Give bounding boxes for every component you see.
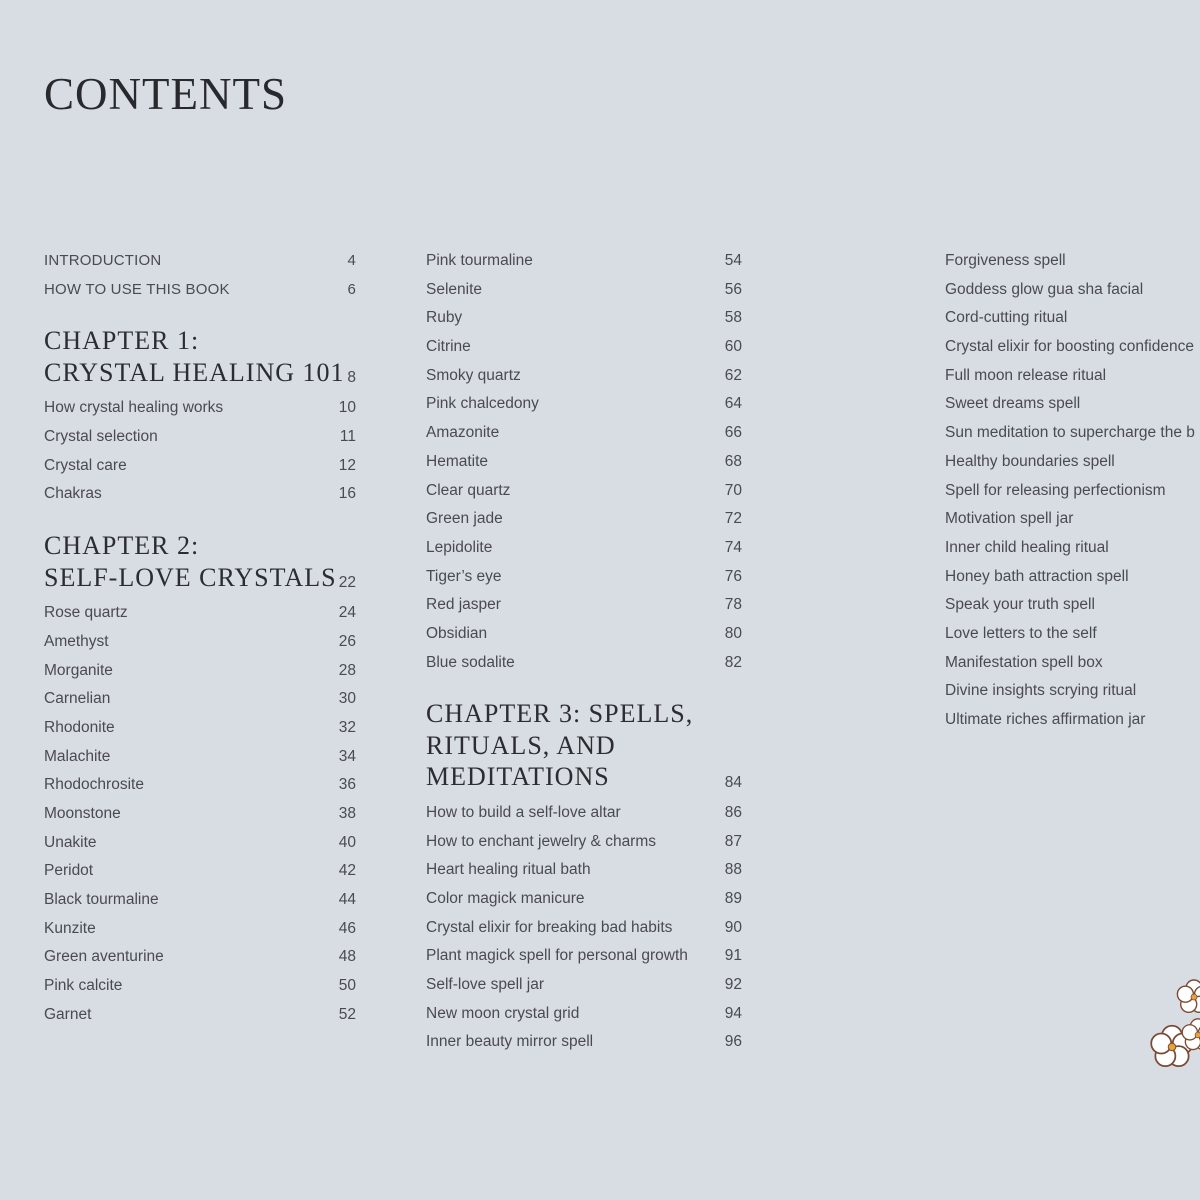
toc-entry[interactable] [426,308,742,337]
chapter-title-line: CRYSTAL HEALING 101 [44,357,345,387]
flower-icon [1177,980,1200,1012]
toc-entry-page: 70 [724,481,742,499]
toc-entry-page: 26 [338,632,356,650]
toc-entry[interactable] [426,860,742,889]
toc-entry-page: 74 [724,538,742,556]
toc-entry-label: Pink calcite [44,977,123,995]
toc-entry-label: Cord-cutting ritual [945,309,1068,327]
toc-entry-label: Inner beauty mirror spell [426,1033,594,1051]
toc-entry[interactable] [426,538,742,567]
toc-entry-page: 30 [338,690,356,708]
toc-entry-label: Citrine [426,338,471,356]
toc-entry[interactable] [44,456,356,485]
toc-entry-label: Amazonite [426,424,500,442]
toc-entry-page: 6 [347,280,356,298]
toc-entry-label: Heart healing ritual bath [426,861,591,879]
toc-entry-label: Pink chalcedony [426,395,539,413]
toc-entry[interactable] [44,861,356,890]
toc-entry-page: 50 [338,977,356,995]
toc-entry[interactable] [426,366,742,395]
toc-entry[interactable] [945,624,1200,653]
toc-entry-page: 11 [339,428,356,446]
toc-entry[interactable] [44,890,356,919]
toc-entry-label: Garnet [44,1005,92,1023]
toc-entry[interactable] [426,452,742,481]
toc-entry-label: Full moon release ritual [945,366,1107,384]
toc-entry-label: Selenite [426,280,483,298]
toc-entry-page: 87 [724,832,742,850]
toc-entry[interactable] [945,452,1200,481]
toc-entry[interactable] [44,398,356,427]
toc-entry-introduction[interactable] [44,251,356,280]
toc-entry-label: Sweet dreams spell [945,395,1081,413]
toc-entry[interactable] [945,394,1200,423]
toc-entry[interactable] [426,918,742,947]
toc-entry-page: 10 [338,399,356,417]
toc-entry-page: 89 [724,889,742,907]
toc-entry-page: 42 [338,862,356,880]
toc-entry-page: 76 [724,567,742,585]
toc-entry[interactable] [945,653,1200,682]
toc-entry[interactable] [945,251,1200,280]
toc-entry[interactable] [426,946,742,975]
toc-entry-label: Moonstone [44,804,121,822]
toc-entry-label: Sun meditation to supercharge the b [945,424,1195,442]
toc-entry-label: Crystal elixir for boosting confidence [945,338,1194,356]
toc-entry-page: 60 [724,338,742,356]
toc-entry[interactable] [44,661,356,690]
toc-entry[interactable] [44,1005,356,1034]
toc-entry[interactable] [44,919,356,948]
toc-entry-label: Ultimate riches affirmation jar [945,711,1146,728]
toc-entry-label: How to enchant jewelry & charms [426,832,657,850]
toc-entry-label: Black tourmaline [44,891,159,908]
contents-column-3 [945,251,1200,739]
toc-entry-label: Green aventurine [44,948,164,966]
toc-entry-label: Healthy boundaries spell [945,452,1115,470]
toc-entry[interactable] [44,976,356,1005]
toc-entry[interactable] [945,681,1200,710]
toc-entry-page: 64 [724,395,742,413]
toc-entry-label: Color magick manicure [426,889,585,907]
toc-entry[interactable] [44,632,356,661]
toc-entry-label: Self-love spell jar [426,975,545,993]
toc-entry-label: Rhodonite [44,718,115,736]
toc-entry[interactable] [44,775,356,804]
toc-entry[interactable] [426,653,742,682]
toc-entry[interactable] [426,624,742,653]
toc-entry-label: Morganite [44,661,113,679]
toc-entry-label: Red jasper [426,596,501,614]
chapter-title-line: CHAPTER 3: SPELLS, [426,699,694,729]
toc-entry-page: 91 [724,947,742,965]
toc-entry-label: Crystal elixir for breaking bad habits [426,918,673,936]
toc-entry[interactable] [426,394,742,423]
toc-entry-label: Ruby [426,309,463,327]
chapter-page: 84 [724,773,742,791]
toc-entry-label: Divine insights scrying ritual [945,682,1137,700]
toc-entry[interactable] [945,710,1200,739]
toc-entry-label: Motivation spell jar [945,510,1074,528]
contents-column-2 [426,251,742,1061]
toc-entry-label: Crystal care [44,456,127,474]
chapter-title-line: SELF-LOVE CRYSTALS [44,562,337,592]
toc-entry-label: Manifestation spell box [945,653,1103,671]
toc-entry[interactable] [945,595,1200,624]
toc-entry-page: 88 [724,861,742,879]
toc-entry-page: 92 [724,975,742,993]
toc-entry[interactable] [945,509,1200,538]
contents-column-1 [44,251,356,1033]
toc-entry-page: 36 [338,776,356,794]
toc-entry-label: Lepidolite [426,538,493,556]
toc-entry[interactable] [426,1004,742,1033]
toc-entry[interactable] [426,889,742,918]
toc-entry-page: 54 [724,252,742,269]
toc-entry-label: HOW TO USE THIS BOOK [44,280,230,298]
toc-entry-page: 78 [724,596,742,614]
toc-entry[interactable] [945,567,1200,596]
toc-entry-page: 82 [724,653,742,671]
toc-entry-page: 24 [338,604,356,622]
toc-entry[interactable] [426,337,742,366]
toc-entry[interactable] [44,427,356,456]
toc-entry-label: Crystal selection [44,428,158,446]
toc-entry-label: Honey bath attraction spell [945,567,1129,585]
toc-entry-label: Tiger’s eye [426,567,502,585]
toc-entry-label: Chakras [44,485,102,503]
toc-entry[interactable] [426,280,742,309]
toc-entry-label: Blue sodalite [426,653,515,671]
toc-entry-label: Malachite [44,747,111,765]
toc-entry-page: 86 [724,803,742,821]
toc-entry-label: Green jade [426,510,503,528]
toc-entry-page: 94 [724,1004,742,1022]
toc-entry-label: Plant magick spell for personal growth [426,947,688,965]
toc-entry-label: Peridot [44,862,94,880]
toc-entry[interactable] [945,308,1200,337]
toc-entry-page: 80 [724,624,742,642]
toc-entry-page: 62 [724,366,742,384]
toc-entry-page: 48 [338,948,356,966]
toc-entry-label: Speak your truth spell [945,596,1095,614]
toc-entry-page: 66 [724,424,742,442]
toc-entry[interactable] [945,337,1200,366]
toc-entry-label: Obsidian [426,624,488,642]
flower-cluster-icon [1130,975,1200,1085]
toc-entry[interactable] [44,484,356,513]
toc-entry[interactable] [44,804,356,833]
toc-entry[interactable] [426,1032,742,1061]
toc-entry-label: Love letters to the self [945,624,1097,642]
toc-entry[interactable] [44,718,356,747]
toc-entry[interactable] [44,947,356,976]
toc-entry-label: Spell for releasing perfectionism [945,481,1166,499]
toc-entry-page: 46 [338,919,356,937]
toc-entry-label: How to build a self-love altar [426,803,621,821]
toc-entry[interactable] [44,747,356,776]
toc-entry[interactable] [426,481,742,510]
toc-entry-label: Forgiveness spell [945,252,1066,269]
toc-entry-page: 90 [724,918,742,936]
toc-entry-page: 38 [338,804,356,822]
chapter-page: 22 [338,574,356,592]
toc-entry-label: Pink tourmaline [426,252,533,269]
toc-entry[interactable] [426,975,742,1004]
toc-entry[interactable] [426,803,742,832]
toc-entry[interactable] [44,689,356,718]
chapter-3-heading[interactable] [426,698,742,793]
toc-entry[interactable] [426,832,742,861]
toc-entry-page: 40 [338,833,356,851]
toc-entry[interactable] [945,423,1200,452]
toc-entry-label: Rose quartz [44,604,128,622]
toc-entry[interactable] [945,538,1200,567]
chapter-title-line: CHAPTER 1: [44,326,200,356]
toc-entry-page: 4 [347,252,356,269]
toc-entry-page: 72 [724,510,742,528]
toc-entry-label: Clear quartz [426,481,511,499]
toc-entry[interactable] [426,251,742,280]
toc-entry-page: 28 [338,661,356,679]
toc-entry-page: 58 [724,309,742,327]
toc-entry[interactable] [44,603,356,632]
chapter-title-line: CHAPTER 2: [44,531,200,561]
toc-entry-label: Unakite [44,833,97,851]
toc-entry-page: 34 [338,747,356,765]
chapter-1-heading[interactable] [44,325,356,388]
toc-entry-page: 12 [338,456,356,474]
toc-entry-page: 16 [338,485,356,503]
toc-entry-how-to-use[interactable] [44,280,356,309]
toc-entry-label: Amethyst [44,632,109,650]
toc-entry-page: 32 [338,718,356,736]
toc-entry-label: New moon crystal grid [426,1004,580,1022]
toc-entry-label: Goddess glow gua sha facial [945,280,1144,298]
toc-entry-label: Smoky quartz [426,366,521,384]
toc-entry[interactable] [426,423,742,452]
toc-entry-label: Kunzite [44,919,96,937]
chapter-title-line: MEDITATIONS [426,762,610,792]
toc-entry[interactable] [426,567,742,596]
toc-entry-page: 68 [724,452,742,470]
toc-entry[interactable] [44,833,356,862]
toc-entry-page: 56 [724,280,742,298]
chapter-title-line: RITUALS, AND [426,730,616,760]
chapter-2-heading[interactable] [44,530,356,593]
toc-entry[interactable] [945,481,1200,510]
toc-entry[interactable] [945,280,1200,309]
toc-entry-label: Hematite [426,452,489,470]
toc-entry-label: How crystal healing works [44,399,224,417]
toc-entry[interactable] [426,595,742,624]
toc-entry-page: 96 [724,1033,742,1051]
toc-entry-label: Rhodochrosite [44,776,144,794]
chapter-page: 8 [347,369,356,387]
toc-entry-label: Carnelian [44,690,111,708]
toc-entry-page: 52 [338,1005,356,1023]
toc-entry-label: Inner child healing ritual [945,538,1109,556]
toc-entry[interactable] [426,509,742,538]
toc-entry-page: 44 [338,891,356,908]
toc-entry-label: INTRODUCTION [44,252,162,269]
toc-entry[interactable] [945,366,1200,395]
page-title: CONTENTS [44,69,287,119]
